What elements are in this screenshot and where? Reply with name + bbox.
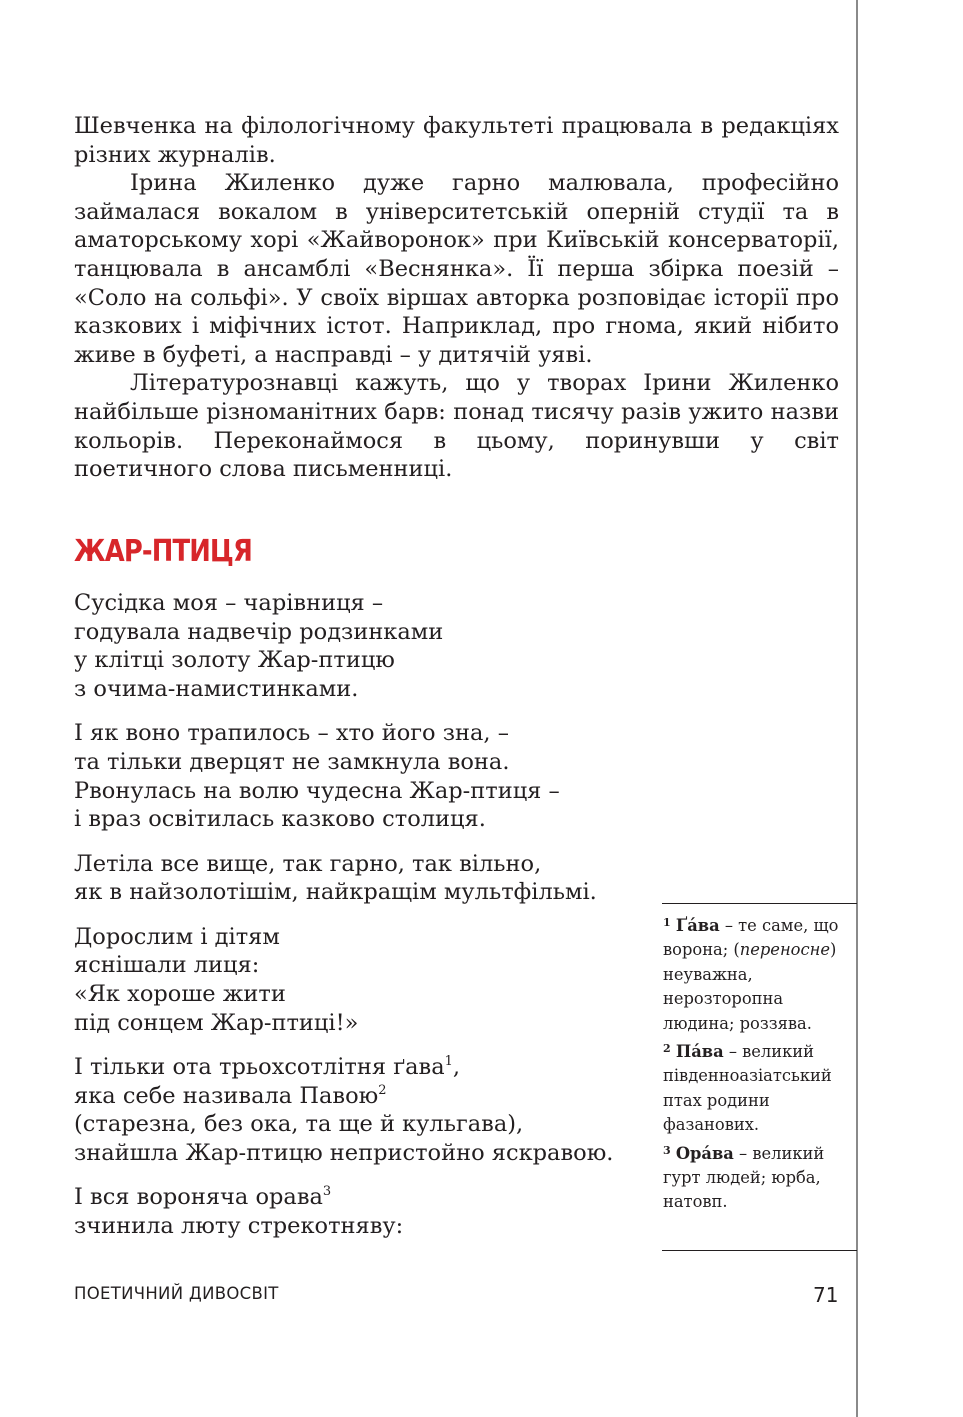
footnote-term: Орáва (675, 1143, 734, 1163)
poem-line: зчинила люту стрекотняву: (74, 1212, 404, 1239)
footnote-term: Ґáва (675, 916, 720, 935)
poem-line: Сусідка моя – чарівниця – (74, 590, 384, 616)
poem-line: і враз освітилась казково столиця. (74, 806, 486, 833)
poem-line (74, 1183, 654, 1212)
poem-line: (старезна, без ока, та ще й кульгава), (74, 1111, 524, 1138)
poem-line-text: І вся вороняча орава (74, 1184, 323, 1211)
poem-line: з очима-намистинками. (74, 676, 359, 703)
footnote-ref-1[interactable]: 1 (444, 1053, 453, 1069)
poem-line (74, 1082, 654, 1111)
footnote-text: – великий південноазіатський птах родини фазанових. (663, 1042, 832, 1135)
stanza-2 (74, 719, 654, 834)
footnote-text: ) неуважна, нерозторопна людина; роззява. (663, 940, 837, 1033)
footnote-term: Пáва (675, 1042, 724, 1062)
footnote-3 (663, 1142, 858, 1215)
poem-line: Дорослим і дітям (74, 923, 280, 950)
poem-title: ЖАР-ПТИЦЯ (74, 534, 253, 569)
intro-paragraph-1: Шевченка на філологічному факультеті працювала в редакціях різних журналів. (74, 113, 839, 168)
poem-line: Рвонулась на волю чудесна Жар-птиця – (74, 777, 560, 804)
footnote-ref-2[interactable]: 2 (378, 1082, 387, 1098)
stanza-1 (74, 589, 654, 704)
poem-line: І тільки ота трьохсотлітня ґава$^1$, (74, 1053, 461, 1080)
poem-line: знайшла Жар-птицю непристойно яскравою. (74, 1139, 614, 1166)
stanza-4 (74, 923, 654, 1038)
footnotes-box (663, 914, 858, 1219)
poem-line-text: яка себе називала Павою (74, 1082, 379, 1109)
intro-text (74, 112, 839, 484)
poem-line: у клітці золоту Жар-птицю (74, 647, 395, 674)
stanza-3 (74, 850, 654, 907)
footnotes-bottom-rule (662, 1250, 857, 1251)
poem-line: «Як хороше жити (74, 980, 286, 1007)
stanza-5 (74, 1053, 654, 1168)
poem-line: під сонцем Жар-птиці!» (74, 1009, 359, 1036)
poem-body (74, 589, 654, 1256)
poem-line: яснішали лиця: (74, 952, 260, 979)
footnote-text: – те саме, що ворона; ( (663, 916, 839, 960)
poem-line: та тільки дверцят не замкнула вона. (74, 749, 510, 776)
intro-paragraph-2: Ірина Жиленко дуже гарно малювала, професійно займалася вокалом в університетській оперній студії та в аматорському хорі «Жайворонок» при Київській консерваторії, танцювала в ансамблі «Веснянка». Її перша збірка поезій – «Соло на сольфі». У своїх віршах авторка розповідає історії про казкових і міфічних істот. Наприклад, про гнома, який нібито живе в буфеті, а насправді – у дитячій уяві. (74, 170, 839, 368)
footnote-number: 3 (663, 1143, 671, 1157)
poem-line: І як воно трапилось – хто його зна, – (74, 720, 509, 747)
footnote-italic: переносне (739, 940, 830, 960)
page-number: 71 (813, 1283, 839, 1307)
footnote-ref-3[interactable]: 3 (322, 1184, 332, 1200)
poem-line-text: І тільки ота трьохсотлітня ґава (74, 1053, 445, 1080)
intro-paragraph-3: Літературознавці кажуть, що у творах Ірини Жиленко найбільше різноманітних барв: понад тисячу разів ужито назви кольорів. Переконаймося в цьому, поринувши у світ поетичного слова письменниці. (74, 370, 839, 483)
footnote-2 (663, 1040, 858, 1138)
footnote-number: 1 (663, 916, 671, 929)
poem-line: Летіла все вище, так гарно, так вільно, (74, 850, 542, 877)
poem-line: годувала надвечір родзинками (74, 618, 444, 645)
stanza-6 (74, 1183, 654, 1240)
poem-line: як в найзолотішім, найкращім мультфільмі. (74, 879, 597, 906)
footnote-number: 2 (663, 1042, 671, 1056)
footnotes-top-rule (662, 903, 857, 904)
footnote-1 (663, 914, 858, 1036)
footnote-text: – великий гурт людей; юрба, натовп. (663, 1143, 825, 1212)
running-footer-section: ПОЕТИЧНИЙ ДИВОСВІТ (74, 1284, 279, 1303)
